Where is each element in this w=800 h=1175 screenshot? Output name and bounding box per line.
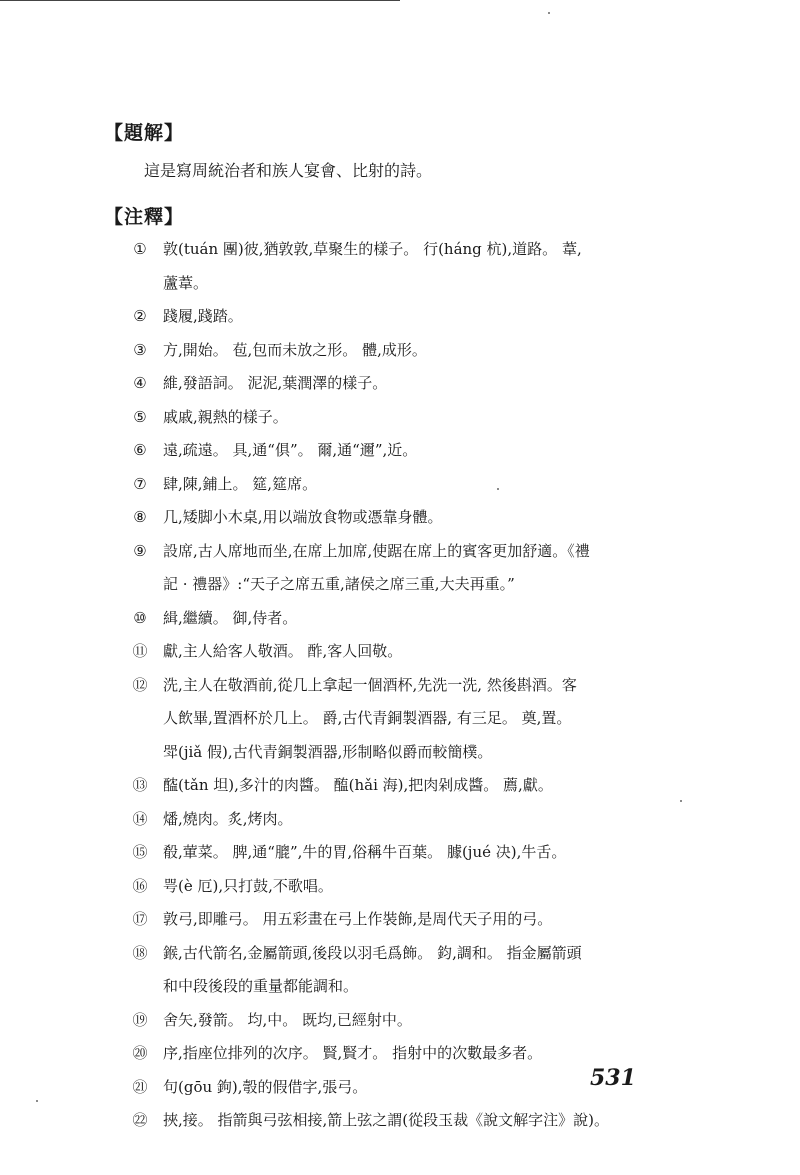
intro-text: 這是寫周統治者和族人宴會、比射的詩。 (144, 161, 433, 180)
note-number: ⑳ (132, 1044, 148, 1062)
note-text-line: 和中段後段的重量都能調和。 (163, 977, 359, 995)
note-text-line: 記 · 禮器》:“天子之席五重,諸侯之席三重,大夫再重。” (163, 575, 515, 593)
note-item (0, 434, 800, 468)
note-item (0, 300, 800, 334)
note-number: ⑯ (132, 876, 148, 895)
note-text-line: 方,開始。 苞,包而未放之形。 體,成形。 (163, 340, 427, 359)
note-item (0, 535, 800, 602)
notes-list (0, 233, 800, 1138)
heading-zhushi: 【注釋】 (104, 206, 185, 228)
note-text-line: 獻,主人給客人敬酒。 酢,客人回敬。 (163, 642, 403, 660)
note-text-line: 殽,葷菜。 脾,通“膍”,牛的胃,俗稱牛百葉。 臄(jué 决),牛舌。 (163, 843, 567, 861)
note-text-line: 醓(tǎn 坦),多汁的肉醬。 醢(hǎi 海),把肉剁成醬。 薦,獻。 (163, 776, 553, 794)
note-item (0, 1071, 800, 1105)
note-number: ③ (133, 340, 147, 359)
note-number: ⑬ (132, 776, 148, 794)
note-text-line: 鍭,古代箭名,金屬箭頭,後段以羽毛爲飾。 鈞,調和。 指金屬箭頭 (163, 943, 582, 962)
note-text-line: 斝(jiǎ 假),古代青銅製酒器,形制略似爵而較簡樸。 (163, 742, 493, 761)
note-item (0, 1104, 800, 1138)
note-number: ④ (133, 374, 147, 392)
scan-speck (36, 1100, 38, 1102)
note-number: ⑧ (133, 508, 147, 526)
note-text-line: 洗,主人在敬酒前,從几上拿起一個酒杯,先洗一洗, 然後斟酒。客 (163, 675, 577, 694)
note-number: ⑦ (133, 474, 147, 493)
note-text-line: 遠,疏遠。 具,通“俱”。 爾,通“邇”,近。 (163, 441, 418, 459)
note-number: ⑭ (132, 809, 148, 828)
note-text-line: 敦(tuán 團)彼,猶敦敦,草聚生的樣子。 行(háng 杭),道路。 葦, (163, 240, 582, 258)
note-item (0, 1037, 800, 1071)
note-text-line: 挾,接。 指箭與弓弦相接,箭上弦之謂(從段玉裁《說文解字注》說)。 (163, 1111, 610, 1129)
scan-speck (680, 800, 682, 802)
note-number: ⑮ (132, 843, 148, 861)
note-text-line: 緝,繼續。 御,侍者。 (163, 608, 298, 627)
note-item (0, 1004, 800, 1038)
heading-tijie: 【題解】 (104, 122, 185, 144)
note-number: ⑫ (132, 675, 148, 694)
note-number: ① (133, 240, 147, 258)
note-item (0, 602, 800, 636)
note-item (0, 870, 800, 904)
note-number: ⑪ (132, 642, 148, 660)
page-number: 531 (590, 1065, 636, 1091)
note-number: ② (133, 307, 147, 325)
note-text-line: 几,矮脚小木桌,用以端放食物或憑靠身體。 (163, 508, 443, 526)
note-text-line: 咢(è 厄),只打鼓,不歌唱。 (163, 876, 333, 895)
note-text-line: 舍矢,發箭。 均,中。 既均,已經射中。 (163, 1010, 412, 1029)
note-item (0, 233, 800, 300)
note-item (0, 669, 800, 770)
note-number: ㉑ (132, 1077, 148, 1096)
note-text-line: 設席,古人席地而坐,在席上加席,使踞在席上的賓客更加舒適。《禮 (163, 541, 590, 560)
note-item (0, 367, 800, 401)
note-text-line: 句(gōu 鉤),彀的假借字,張弓。 (163, 1077, 368, 1096)
note-item (0, 635, 800, 669)
note-number: ⑤ (133, 407, 147, 426)
note-text-line: 序,指座位排列的次序。 賢,賢才。 指射中的次數最多者。 (163, 1044, 543, 1062)
scan-speck (548, 12, 550, 14)
note-text-line: 蘆葦。 (163, 273, 209, 292)
note-number: ⑩ (133, 608, 147, 627)
note-item (0, 401, 800, 435)
note-item (0, 937, 800, 1004)
note-item (0, 803, 800, 837)
note-number: ⑥ (133, 441, 147, 459)
note-number: ⑰ (132, 910, 148, 928)
note-item (0, 468, 800, 502)
note-text-line: 踐履,踐踏。 (163, 307, 243, 325)
note-text-line: 燔,燒肉。炙,烤肉。 (163, 809, 293, 828)
note-text-line: 敦弓,即雕弓。 用五彩畫在弓上作裝飾,是周代天子用的弓。 (163, 910, 553, 928)
note-text-line: 戚戚,親熱的樣子。 (163, 407, 288, 426)
note-number: ㉒ (132, 1111, 148, 1129)
note-number: ⑲ (132, 1010, 148, 1029)
note-item (0, 836, 800, 870)
top-rule-line (0, 0, 400, 1)
note-item (0, 769, 800, 803)
note-number: ⑱ (132, 943, 148, 962)
note-item (0, 501, 800, 535)
note-text-line: 維,發語詞。 泥泥,葉潤澤的樣子。 (163, 374, 388, 392)
note-item (0, 903, 800, 937)
note-text-line: 人飲畢,置酒杯於几上。 爵,古代青銅製酒器, 有三足。 奠,置。 (163, 709, 572, 727)
note-number: ⑨ (133, 541, 147, 560)
note-item (0, 334, 800, 368)
note-text-line: 肆,陳,鋪上。 筵,筵席。 (163, 474, 318, 493)
scan-speck (497, 488, 499, 490)
